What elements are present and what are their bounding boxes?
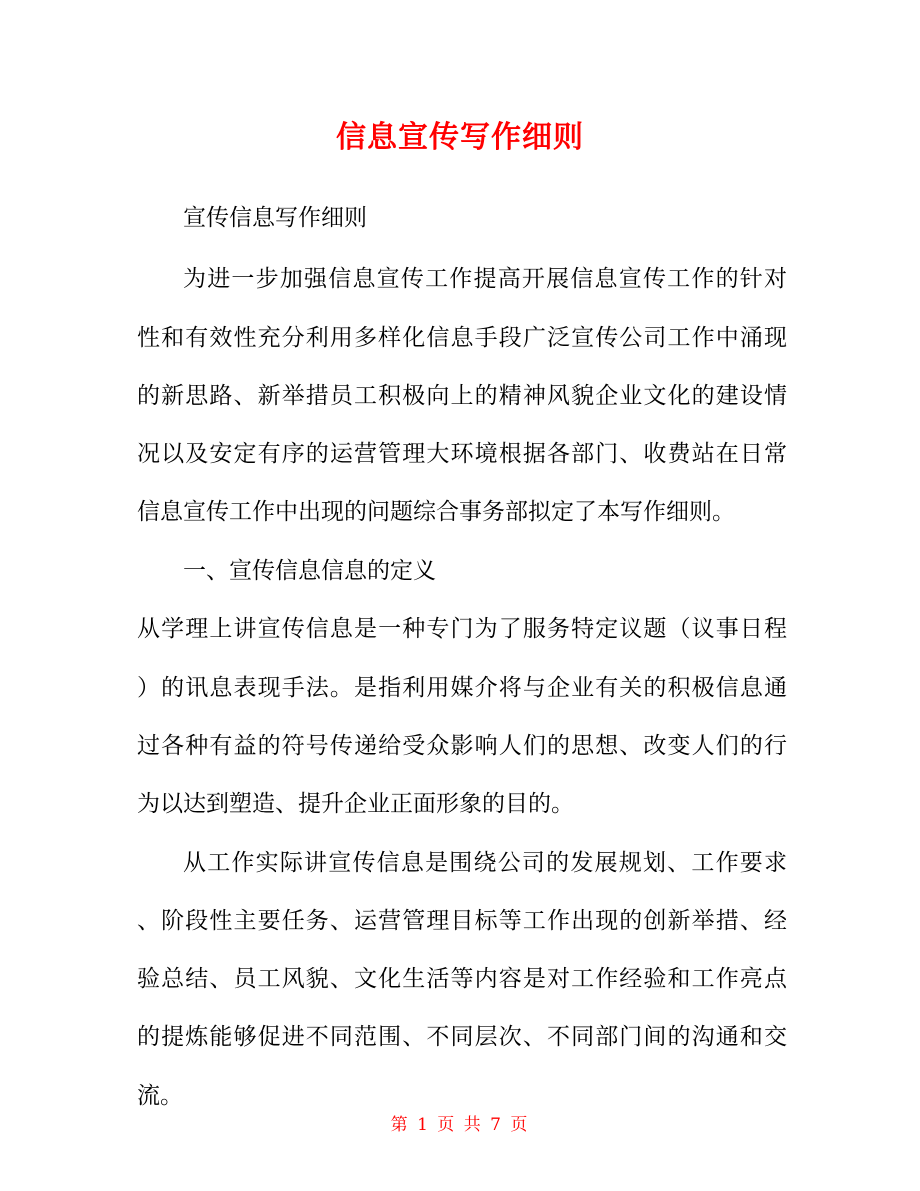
paragraph-line: 为以达到塑造、提升企业正面形象的目的。 [137,791,574,817]
paragraph-line: 从学理上讲宣传信息是一种专门为了服务特定议题（议事日程 [137,616,787,642]
paragraph-line: 况以及安定有序的运营管理大环境根据各部门、收费站在日常 [137,441,787,467]
page-number-footer: 第 1 页 共 7 页 [390,1115,530,1135]
paragraph-line: 信息宣传工作中出现的问题综合事务部拟定了本写作细则。 [137,499,735,525]
paragraph-line: 的提炼能够促进不同范围、不同层次、不同部门间的沟通和交 [137,1024,787,1050]
document-title: 信息宣传写作细则 [336,120,584,155]
paragraph-line: ）的讯息表现手法。是指利用媒介将与企业有关的积极信息通 [137,675,787,701]
paragraph-line: 过各种有益的符号传递给受众影响人们的思想、改变人们的行 [137,733,787,759]
paragraph-line: 性和有效性充分利用多样化信息手段广泛宣传公司工作中涌现 [137,325,787,351]
paragraph-line: 验总结、员工风貌、文化生活等内容是对工作经验和工作亮点 [137,966,787,992]
paragraph-line: 、阶段性主要任务、运营管理目标等工作出现的创新举措、经 [137,908,787,934]
paragraph-line: 流。 [137,1083,183,1109]
paragraph-line: 为进一步加强信息宣传工作提高开展信息宣传工作的针对 [183,266,787,292]
paragraph-line: 的新思路、新举措员工积极向上的精神风貌企业文化的建设情 [137,383,787,409]
section-heading: 宣传信息写作细则 [183,205,367,231]
paragraph-line: 从工作实际讲宣传信息是围绕公司的发展规划、工作要求 [183,850,787,876]
section-heading: 一、宣传信息信息的定义 [183,558,436,584]
